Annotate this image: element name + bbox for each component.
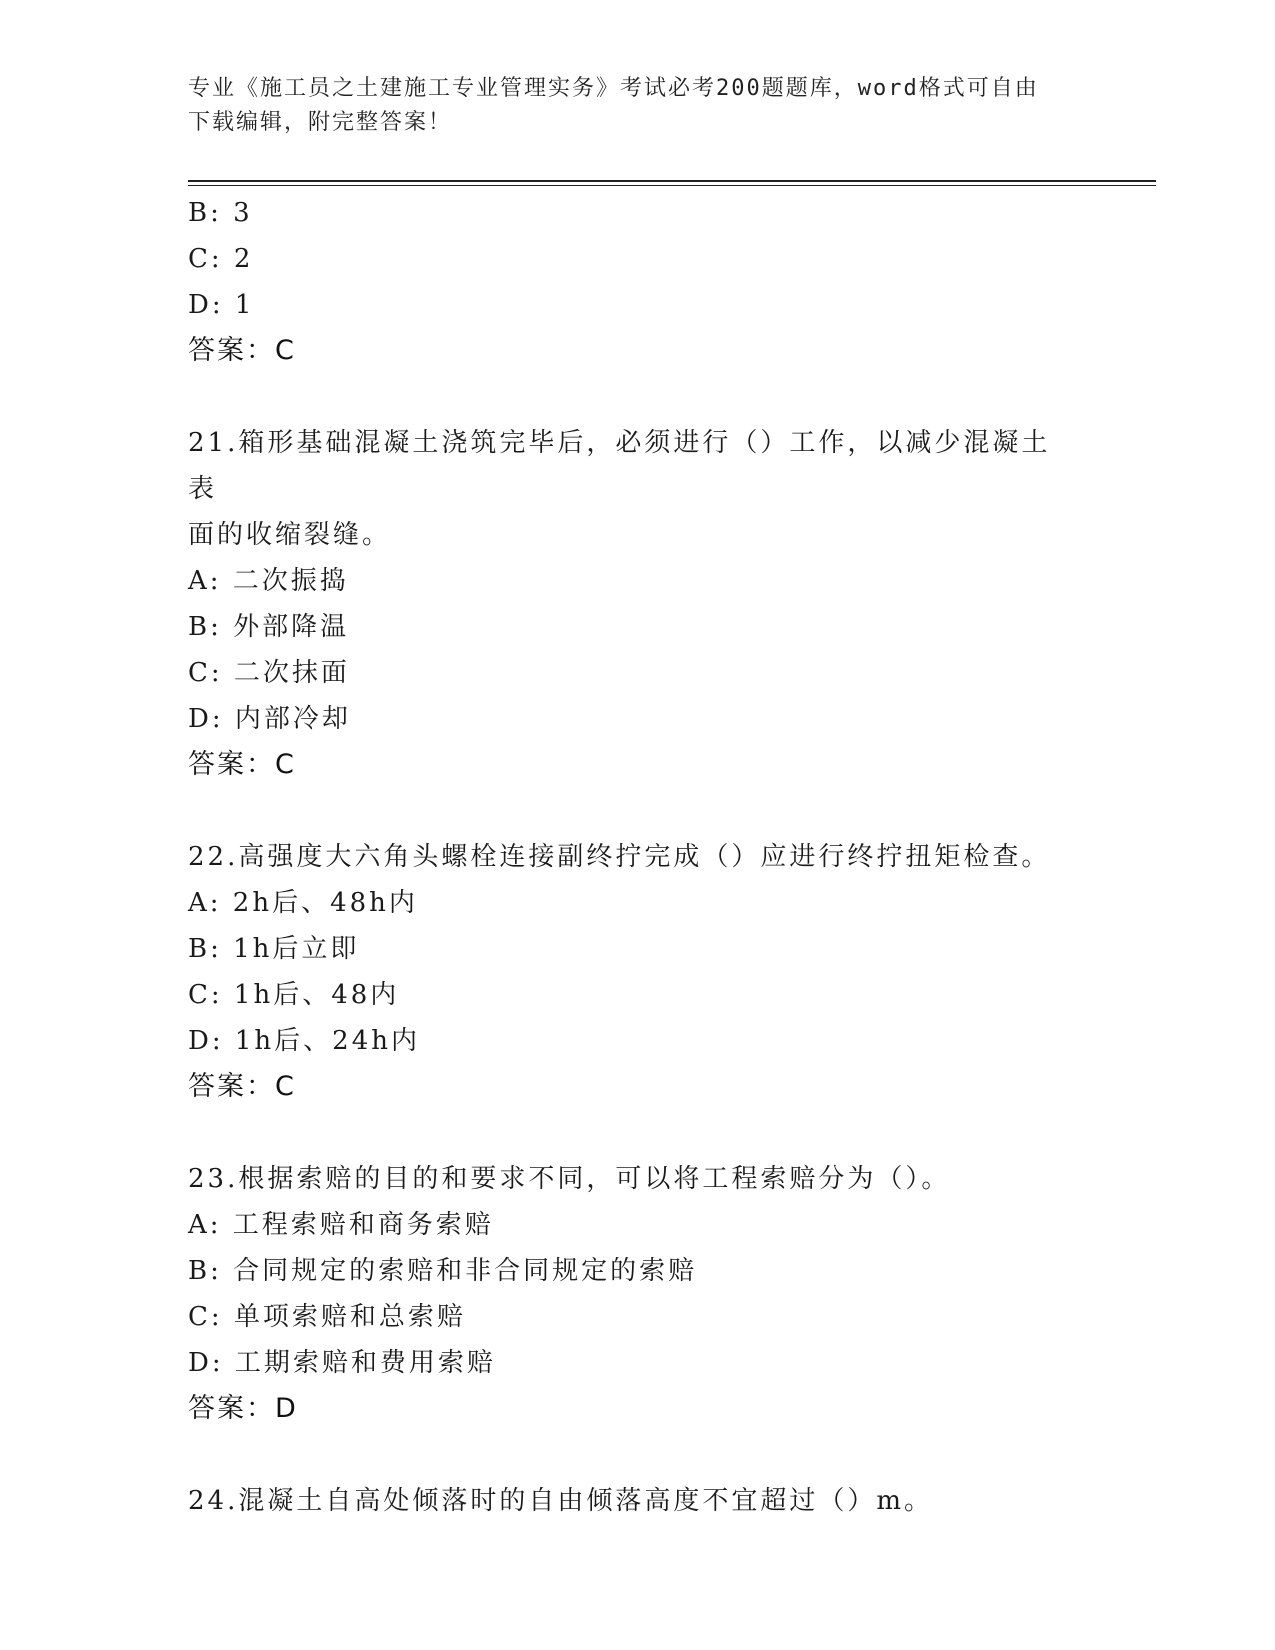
question-stem: 21.箱形基础混凝土浇筑完毕后，必须进行（）工作，以减少混凝土表	[188, 428, 1051, 504]
question-block-prev	[188, 190, 1088, 374]
option-d: D: 工期索赔和费用索赔	[188, 1348, 496, 1378]
option-c: C: 2	[188, 244, 254, 274]
header-line-2: 下载编辑，附完整答案！	[188, 110, 453, 135]
option-b: B: 合同规定的索赔和非合同规定的索赔	[188, 1256, 698, 1286]
option-a: A: 二次振捣	[188, 566, 349, 596]
option-b: B: 3	[188, 198, 253, 228]
answer-line: 答案：C	[188, 1071, 296, 1102]
question-stem: 22.高强度大六角头螺栓连接副终拧完成（）应进行终拧扭矩检查。	[188, 842, 1051, 872]
document-header	[188, 72, 1068, 140]
question-block-21	[188, 420, 1088, 788]
option-c: C: 1h后、48内	[188, 980, 400, 1010]
header-divider-thick	[188, 180, 1156, 182]
option-a: A: 工程索赔和商务索赔	[188, 1210, 494, 1240]
option-b: B: 外部降温	[188, 612, 350, 642]
option-d: D: 1h后、24h内	[188, 1026, 420, 1056]
spacer	[188, 1432, 1088, 1478]
question-stem: 23.根据索赔的目的和要求不同，可以将工程索赔分为（）。	[188, 1164, 951, 1194]
option-d: D: 1	[188, 290, 255, 320]
question-block-22	[188, 834, 1088, 1110]
question-stem-continued: 面的收缩裂缝。	[188, 520, 392, 550]
question-list	[188, 190, 1088, 1524]
answer-line: 答案：D	[188, 1393, 298, 1424]
question-block-24	[188, 1478, 1088, 1524]
spacer	[188, 788, 1088, 834]
answer-line: 答案：C	[188, 749, 296, 780]
spacer	[188, 1110, 1088, 1156]
option-d: D: 内部冷却	[188, 704, 351, 734]
header-divider-thin	[188, 185, 1156, 186]
header-line-1: 专业《施工员之土建施工专业管理实务》考试必考200题题库，word格式可自由	[188, 76, 1039, 101]
option-c: C: 单项索赔和总索赔	[188, 1302, 466, 1332]
option-a: A: 2h后、48h内	[188, 888, 418, 918]
question-block-23	[188, 1156, 1088, 1432]
option-c: C: 二次抹面	[188, 658, 350, 688]
answer-line: 答案：C	[188, 335, 296, 366]
option-b: B: 1h后立即	[188, 934, 360, 964]
spacer	[188, 374, 1088, 420]
question-stem: 24.混凝土自高处倾落时的自由倾落高度不宜超过（）m。	[188, 1486, 934, 1516]
